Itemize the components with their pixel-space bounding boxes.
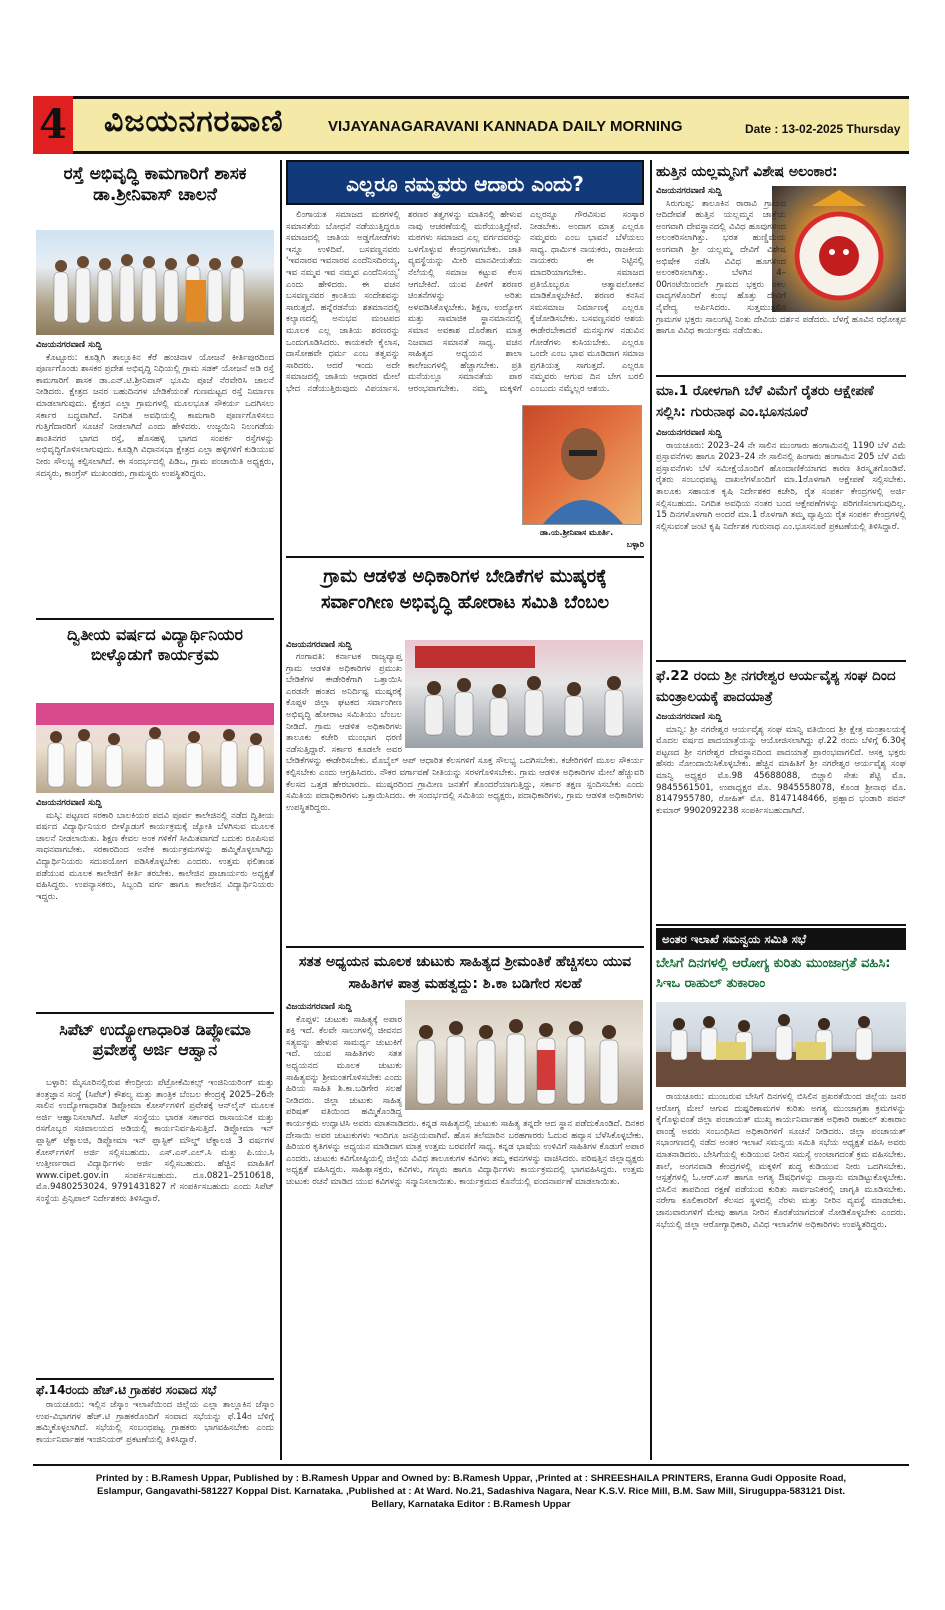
headline-chutuku: ಸತತ ಅಧ್ಯಯನ ಮೂಲಕ ಚುಟುಕು ಸಾಹಿತ್ಯದ ಶ್ರೀಮಂತಿಕೆ ಹೆಚ್ಚಿಸಲು ಯುವ ಸಾಹಿತಿಗಳ ಪಾತ್ರ ಮಹತ್ವದ್ದು: ಶಿ.ಕಾ ಬಡಿಗೇರ ಸಲಹೆ: [298, 954, 632, 992]
article-body: ಗಂಗಾವತಿ: ಕರ್ನಾಟಕ ರಾಜ್ಯವ್ಯಾಪ್ತ ಗ್ರಾಮ ಆಡಳಿತ ಅಧಿಕಾರಿಗಳ ಪ್ರಮುಖ ಬೇಡಿಕೆಗಳ ಈಡೇರಿಕೆಗಾಗಿ ಒತ್ತಾಯಿಸಿ ಎರಡನೇ ಹಂತದ ಅನಿರ್ದಿಷ್ಟ ಮುಷ್ಕರಕ್ಕೆ ಕೊಪ್ಪಳ ಜಿಲ್ಲಾ ಘಟಕದ ಸರ್ವಾಂಗೀಣ ಅಭಿವೃದ್ಧಿ ಹೋರಾಟ ಸಮಿತಿಯು ಬೆಂಬಲ ನೀಡಿದೆ. ಗ್ರಾಮ ಆಡಳಿತ ಅಧಿಕಾರಿಗಳು ತಾಲೂಕು ಕಚೇರಿ ಮುಂಭಾಗ ಧರಣಿ ನಡೆಸುತ್ತಿದ್ದಾರೆ. ಸರ್ಕಾರ ಕೂಡಲೇ ಅವರ ಬೇಡಿಕೆಗಳನ್ನು ಈಡೇರಿಸಬೇಕು. ಮೊಬೈಲ್ ಆಪ್ ಆಧಾರಿತ ಕೆಲಸಗಳಿಗೆ ಸೂಕ್ತ ಸೌಲಭ್ಯ ಒದಗಿಸಬೇಕು. ಕಚೇರಿಗಳಿಗೆ ಮೂಲ ಸೌಕರ್ಯ ಕಲ್ಪಿಸಬೇಕು ಎಂದು ಆಗ್ರಹಿಸಿದರು. ನೌಕರ ವರ್ಗಾವಣೆ ನೀತಿಯನ್ನು ಸರಳಗೊಳಿಸಬೇಕು. ಗ್ರಾಮ ಆಡಳಿತ ಅಧಿಕಾರಿಗಳ ಮೇಲೆ ಹೆಚ್ಚುವರಿ ಕೆಲಸದ ಒತ್ತಡ ಹೇರಬಾರದು. ಮುಷ್ಕರದಿಂದ ಗ್ರಾಮೀಣ ಜನತೆಗೆ ತೊಂದರೆಯಾಗುತ್ತಿದ್ದು, ಸರ್ಕಾರ ತಕ್ಷಣ ಸ್ಪಂದಿಸಬೇಕು ಎಂದು ಸಮಿತಿಯ ಪದಾಧಿಕಾರಿಗಳು ಒತ್ತಾಯಿಸಿದರು. ಈ ಸಂದರ್ಭದಲ್ಲಿ ಸಮಿತಿಯ ಅಧ್ಯಕ್ಷರು, ಪದಾಧಿಕಾರಿಗಳು, ಗ್ರಾಮ ಆಡಳಿತ ಅಧಿಕಾರಿಗಳು ಉಪಸ್ಥಿತರಿದ್ದರು.: [286, 652, 644, 813]
headline-road-work: ರಸ್ತೆ ಅಭಿವೃದ್ಧಿ ಕಾಮಗಾರಿಗೆ ಶಾಸಕ ಡಾ.ಶ್ರೀನಿವಾಸ್ ಚಾಲನೆ: [63, 164, 247, 206]
article-body: ಬಳ್ಳಾರಿ: ಮೈಸೂರಿನಲ್ಲಿರುವ ಕೇಂದ್ರೀಯ ಪೆಟ್ರೋಕೆಮಿಕಲ್ಸ್ ಇಂಜಿನಿಯರಿಂಗ್ ಮತ್ತು ತಂತ್ರಜ್ಞಾನ ಸಂಸ್ಥೆ (ಸಿಪೆಟ್) ಕೌಶಲ್ಯ ಮತ್ತು ತಾಂತ್ರಿಕ ಬೆಂಬಲ ಕೇಂದ್ರಕ್ಕೆ 2025–26ನೇ ಸಾಲಿನ ಉದ್ಯೋಗಾಧಾರಿತ ಡಿಪ್ಲೋಮಾ ಕೋರ್ಸ್‌ಗಳಿಗೆ ಪ್ರವೇಶಕ್ಕೆ ಆನ್‌ಲೈನ್ ಮೂಲಕ ಅರ್ಜಿ ಆಹ್ವಾನಿಸಲಾಗಿದೆ. ಸಿಪೆಟ್ ಸಂಸ್ಥೆಯು ಭಾರತ ಸರ್ಕಾರದ ರಾಸಾಯನಿಕ ಮತ್ತು ರಸಗೊಬ್ಬರ ಸಚಿವಾಲಯದ ಅಡಿಯಲ್ಲಿ ಕಾರ್ಯನಿರ್ವಹಿಸುತ್ತಿದೆ. ಡಿಪ್ಲೋಮಾ ಇನ್ ಪ್ಲಾಸ್ಟಿಕ್ ಟೆಕ್ನಾಲಜಿ, ಡಿಪ್ಲೋಮಾ ಇನ್ ಪ್ಲಾಸ್ಟಿಕ್ ಮೌಲ್ಡ್ ಟೆಕ್ನಾಲಜಿ 3 ವರ್ಷಗಳ ಕೋರ್ಸ್‌ಗಳಿಗೆ ಅರ್ಜಿ ಸಲ್ಲಿಸಬಹುದು. ಎಸ್.ಎಸ್.ಎಲ್.ಸಿ ಮತ್ತು ಪಿ.ಯು.ಸಿ ಉತ್ತೀರ್ಣರಾದ ವಿದ್ಯಾರ್ಥಿಗಳು ಅರ್ಜಿ ಸಲ್ಲಿಸಬಹುದು. ಹೆಚ್ಚಿನ ಮಾಹಿತಿಗೆ www.cipet.gov.in ಸಂಪರ್ಕಿಸಬಹುದು. ದೂ.0821–2510618, ಮೊ.9480253024, 9791431827 ಗೆ ಸಂಪರ್ಕಿಸಬಹುದು ಎಂದು ಸಿಪೆಟ್ ಸಂಸ್ಥೆಯ ಪ್ರಿನ್ಸಿಪಾಲ್ ನಿರ್ದೇಶಕರು ತಿಳಿಸಿದ್ದಾರೆ.: [36, 1078, 274, 1204]
headline-padayatra: ಫೆ.22 ರಂದು ಶ್ರೀ ನಗರೇಶ್ವರ ಆರ್ಯವೈಶ್ಯ ಸಂಘ ದಿಂದ ಮಂತ್ರಾಲಯಕ್ಕೆ ಪಾದಯಾತ್ರೆ: [656, 668, 896, 705]
divider: [36, 1378, 274, 1380]
article-body: ರಾಯಚೂರು: ಮುಂಬರುವ ಬೇಸಿಗೆ ದಿನಗಳಲ್ಲಿ ಬಿಸಿಲಿನ ಪ್ರಖರತೆಯಿಂದ ಜಿಲ್ಲೆಯ ಜನರ ಆರೋಗ್ಯ ಮೇಲೆ ಆಗುವ ದುಷ್ಪರಿಣಾಮಗಳ ಕುರಿತು ಅಗತ್ಯ ಮುಂಜಾಗ್ರತಾ ಕ್ರಮಗಳನ್ನು ಕೈಗೊಳ್ಳುವಂತೆ ಜಿಲ್ಲಾ ಪಂಚಾಯತ್ ಮುಖ್ಯ ಕಾರ್ಯನಿರ್ವಾಹಕ ಅಧಿಕಾರಿ ರಾಹುಲ್ ತುಕಾರಾಂ ಪಾಂಡ್ವೆ ಅವರು ಸಂಬಂಧಿಸಿದ ಅಧಿಕಾರಿಗಳಿಗೆ ಸೂಚನೆ ನೀಡಿದರು. ಜಿಲ್ಲಾ ಪಂಚಾಯತ್ ಸಭಾಂಗಣದಲ್ಲಿ ನಡೆದ ಅಂತರ ಇಲಾಖೆ ಸಮನ್ವಯ ಸಮಿತಿ ಸಭೆಯ ಅಧ್ಯಕ್ಷತೆ ವಹಿಸಿ ಅವರು ಮಾತನಾಡಿದರು. ಬೇಸಿಗೆಯಲ್ಲಿ ಕುಡಿಯುವ ನೀರಿನ ಸಮಸ್ಯೆ ಉಂಟಾಗದಂತೆ ಕ್ರಮ ವಹಿಸಬೇಕು. ಶಾಲೆ, ಅಂಗನವಾಡಿ ಕೇಂದ್ರಗಳಲ್ಲಿ ಮಕ್ಕಳಿಗೆ ಶುದ್ಧ ಕುಡಿಯುವ ನೀರು ಒದಗಿಸಬೇಕು. ಆಸ್ಪತ್ರೆಗಳಲ್ಲಿ ಓ.ಆರ್.ಎಸ್ ಹಾಗೂ ಅಗತ್ಯ ಔಷಧಿಗಳನ್ನು ದಾಸ್ತಾನು ಮಾಡಿಟ್ಟುಕೊಳ್ಳಬೇಕು. ಬಿಸಿಲಿನ ತಾಪದಿಂದ ರಕ್ಷಣೆ ಪಡೆಯುವ ಕುರಿತು ಸಾರ್ವಜನಿಕರಲ್ಲಿ ಜಾಗೃತಿ ಮೂಡಿಸಬೇಕು. ನರೇಗಾ ಕೂಲಿಕಾರರಿಗೆ ಕೆಲಸದ ಸ್ಥಳದಲ್ಲಿ ನೆರಳು ಮತ್ತು ನೀರಿನ ವ್ಯವಸ್ಥೆ ಮಾಡಬೇಕು. ಜಾನುವಾರುಗಳಿಗೆ ಮೇವು ಹಾಗೂ ನೀರಿನ ಕೊರತೆಯಾಗದಂತೆ ನೋಡಿಕೊಳ್ಳಬೇಕು ಎಂದರು. ಸಭೆಯಲ್ಲಿ ಜಿಲ್ಲಾ ಆರೋಗ್ಯಾಧಿಕಾರಿ, ವಿವಿಧ ಇಲಾಖೆಗಳ ಅಧಿಕಾರಿಗಳು ಉಪಸ್ಥಿತರಿದ್ದರು.: [656, 1092, 906, 1230]
article-body: ಮಸ್ಕಿ: ಪಟ್ಟಣದ ಸರಕಾರಿ ಬಾಲಕಿಯರ ಪದವಿ ಪೂರ್ವ ಕಾಲೇಜಿನಲ್ಲಿ ನಡೆದ ದ್ವಿತೀಯ ವರ್ಷದ ವಿದ್ಯಾರ್ಥಿನಿಯರ ಬೀಳ್ಕೊಡುಗೆ ಕಾರ್ಯಕ್ರಮಕ್ಕೆ ಜ್ಯೋತಿ ಬೆಳಗಿಸುವ ಮೂಲಕ ಚಾಲನೆ ನೀಡಲಾಯಿತು. ಶಿಕ್ಷಣ ಕೇವಲ ಅಂಕ ಗಳಿಕೆಗೆ ಸೀಮಿತವಾಗದೆ ಬದುಕು ರೂಪಿಸುವ ಸಾಧನವಾಗಬೇಕು. ಸರಕಾರದಿಂದ ಅನೇಕ ಕಾರ್ಯಕ್ರಮಗಳನ್ನು ಹಮ್ಮಿಕೊಳ್ಳಲಾಗಿದ್ದು ವಿದ್ಯಾರ್ಥಿನಿಯರು ಸದುಪಯೋಗ ಪಡಿಸಿಕೊಳ್ಳಬೇಕು ಎಂದರು. ಉತ್ತಮ ಫಲಿತಾಂಶ ಪಡೆಯುವ ಮೂಲಕ ಕಾಲೇಜಿಗೆ ಕೀರ್ತಿ ತರಬೇಕು. ಕಾಲೇಜಿನ ಪ್ರಾಚಾರ್ಯರು ಅಧ್ಯಕ್ಷತೆ ವಹಿಸಿದ್ದರು. ಉಪನ್ಯಾಸಕರು, ಸಿಬ್ಬಂದಿ ವರ್ಗ ಹಾಗೂ ಕಾಲೇಜಿನ ವಿದ್ಯಾರ್ಥಿನಿಯರು ಇದ್ದರು.: [36, 810, 274, 902]
author-caption: ಡಾ.ಯ.ಶ್ರೀನಿವಾಸ ಮೂರ್ತಿ.: [540, 528, 614, 537]
article-padayatra: [656, 712, 906, 922]
author-portrait-icon: [523, 406, 643, 524]
meeting-photo: [656, 1002, 906, 1087]
headline-yellamma: ಹುತ್ತಿನ ಯಲ್ಲಮ್ಮನಿಗೆ ವಿಶೇಷ ಅಲಂಕಾರ:: [656, 164, 838, 180]
article-road-work: [36, 340, 274, 612]
article-cipet: [36, 1078, 274, 1378]
farewell-photo: [36, 703, 274, 793]
subheadline-summer-health: ಬೇಸಿಗೆ ದಿನಗಳಲ್ಲಿ ಆರೋಗ್ಯ ಕುರಿತು ಮುಂಜಾಗ್ರತೆ ವಹಿಸಿ: ಸಿಇಒ ರಾಹುಲ್ ತುಕಾರಾಂ: [656, 956, 891, 991]
byline: ವಿಜಯನಗರವಾಣಿ ಸುದ್ದಿ: [656, 428, 722, 438]
divider: [656, 375, 906, 377]
byline: ವಿಜಯನಗರವಾಣಿ ಸುದ್ದಿ: [656, 712, 722, 722]
byline: ವಿಜಯನಗರವಾಣಿ ಸುದ್ದಿ: [656, 186, 722, 196]
headline-editorial: ಎಲ್ಲರೂ ನಮ್ಮವರು ಆದಾರು ಎಂದು?: [286, 160, 644, 205]
author-place: ಬಳ್ಳಾರಿ: [626, 540, 644, 549]
divider: [36, 618, 274, 620]
divider: [286, 556, 644, 558]
divider: [286, 946, 644, 948]
divider: [656, 924, 906, 926]
article-body: ಕೊಟ್ಟೂರು: ಕೂಡ್ಲಿಗಿ ತಾಲ್ಲೂಕಿನ ಕೆರೆ ಹಂಚಿನಾಳ ಯೋಜನೆ ಕೀರ್ತಿಪುರದಿಂದ ಪೂರ್ಣಗೊಂಡು ಶಾಸಕರ ಪ್ರದೇಶ ಅಭಿವೃದ್ಧಿ ನಿಧಿಯಲ್ಲಿ ಗ್ರಾಮ ಸಡಕ್ ಯೋಜನೆ ಅಡಿ ರಸ್ತೆ ಕಾಮಗಾರಿಗೆ ಶಾಸಕ ಡಾ.ಎನ್.ಟಿ.ಶ್ರೀನಿವಾಸ್ ಭೂಮಿ ಪೂಜೆ ನೆರವೇರಿಸಿ ಚಾಲನೆ ನೀಡಿದರು. ಕ್ಷೇತ್ರದ ಜನರ ಬಹುದಿನಗಳ ಬೇಡಿಕೆಯಂತೆ ಗುಣಮಟ್ಟದ ರಸ್ತೆ ನಿರ್ಮಾಣ ಮಾಡಲಾಗುವುದು. ಕ್ಷೇತ್ರದ ಎಲ್ಲಾ ಗ್ರಾಮಗಳಲ್ಲಿ ಮೂಲಭೂತ ಸೌಕರ್ಯ ಒದಗಿಸಲು ಸರ್ಕಾರ ಬದ್ಧವಾಗಿದೆ. ನಿಗದಿತ ಅವಧಿಯಲ್ಲಿ ಕಾಮಗಾರಿ ಪೂರ್ಣಗೊಳಿಸಲು ಗುತ್ತಿಗೆದಾರರಿಗೆ ಸೂಚನೆ ನೀಡಲಾಗಿದೆ ಎಂದು ಹೇಳಿದರು. ಉಜ್ಜಯಿನಿ ನಿಲುಗಡೆಯ ಶಾಂತಿನಗರ ಭಾಗದ ರಸ್ತೆ, ಹೊಸಹಳ್ಳಿ ಭಾಗದ ಸಂಪರ್ಕ ರಸ್ತೆಗಳನ್ನು ಅಭಿವೃದ್ಧಿಗೊಳಿಸಲಾಗುವುದು. ಕೂಡ್ಲಿಗಿ ವಿಧಾನಸಭಾ ಕ್ಷೇತ್ರದ ಎಲ್ಲಾ ಹಳ್ಳಿಗಳಿಗೆ ಕುಡಿಯುವ ನೀರು ಸೌಲಭ್ಯ ಕಲ್ಪಿಸಲಾಗಿದೆ. ಈ ಸಂದರ್ಭದಲ್ಲಿ ಪಿಡಿಒ, ಗ್ರಾಮ ಪಂಚಾಯಿತಿ ಅಧ್ಯಕ್ಷರು, ಸದಸ್ಯರು, ಕಾಂಗ್ರೆಸ್ ಮುಖಂಡರು, ಗ್ರಾಮಸ್ಥರು ಉಪಸ್ಥಿತರಿದ್ದರು.: [36, 352, 274, 479]
byline: ವಿಜಯನಗರವಾಣಿ ಸುದ್ದಿ: [286, 640, 352, 650]
byline: ವಿಜಯನಗರವಾಣಿ ಸುದ್ದಿ: [36, 340, 102, 350]
headline-ht-meeting: ಫೆ.14ರಂದು ಹೆಚ್.ಟಿ ಗ್ರಾಹಕರ ಸಂವಾದ ಸಭೆ: [36, 1383, 217, 1397]
article-ht-meeting: [36, 1400, 274, 1458]
page-number: 4: [33, 96, 73, 154]
headline-crop-insurance: ಮಾ.1 ರೋಳಗಾಗಿ ಬೆಳೆ ವಿಮೆಗೆ ರೈತರು ಆಕ್ಷೇಪಣೆ ಸಲ್ಲಿಸಿ: ಗುರುನಾಥ ಎಂ.ಭೂಸನೂರೆ: [656, 383, 874, 420]
article-farewell: [36, 798, 274, 1008]
divider: [656, 660, 906, 662]
headline-village-officers: ಗ್ರಾಮ ಆಡಳಿತ ಅಧಿಕಾರಿಗಳ ಬೇಡಿಕೆಗಳ ಮುಷ್ಕರಕ್ಕೆ ಸರ್ವಾಂಗೀಣ ಅಭಿವೃದ್ಧಿ ಹೋರಾಟ ಸಮಿತಿ ಬೆಂಬಲ: [320, 566, 610, 614]
author-photo: [522, 405, 642, 525]
divider: [36, 1012, 274, 1014]
byline: ವಿಜಯನಗರವಾಣಿ ಸುದ್ದಿ: [286, 1002, 352, 1012]
group-photo-icon: [36, 230, 274, 335]
article-coordination-meeting: [656, 1092, 906, 1458]
road-work-photo: [36, 230, 274, 335]
masthead-subtitle: VIJAYANAGARAVANI KANNADA DAILY MORNING: [328, 118, 683, 135]
article-chutuku: [286, 1002, 644, 1458]
masthead-title: ವಿಜಯನಗರವಾಣಿ: [104, 104, 284, 139]
article-yellamma: [656, 186, 906, 371]
imprint-footer: [33, 1472, 909, 1511]
imprint-line-3: Bellary, Karnataka Editor : B.Ramesh Uppar: [371, 1499, 571, 1510]
imprint-line-1: Printed by : B.Ramesh Uppar, Published by : B.Ramesh Uppar and Owned by: B.Ramesh Uppar, ,Printed at : SHREESHAILA PRINTERS, Eranna Gudi Opposite Road,: [95, 1473, 847, 1484]
headline-coordination-meeting: ಅಂತರ ಇಲಾಖೆ ಸಮನ್ವಯ ಸಮಿತಿ ಸಭೆ: [656, 928, 906, 950]
article-body: ರಾಯಚೂರು: 2023–24 ನೇ ಸಾಲಿನ ಮುಂಗಾರು ಹಂಗಾಮಿನಲ್ಲಿ 1190 ಬೆಳೆ ವಿಮೆ ಪ್ರಸ್ತಾವನೆಗಳು ಹಾಗೂ 2023–24 ನೇ ಸಾಲಿನಲ್ಲಿ ಹಿಂಗಾರು ಹಂಗಾಮಿನ 205 ಬೆಳೆ ವಿಮೆ ಪ್ರಸ್ತಾವನೆಗಳು ಬೆಳೆ ಸಮೀಕ್ಷೆಯೊಂದಿಗೆ ಹೊಂದಾಣಿಕೆಯಾಗದ ಕಾರಣ ತಿರಸ್ಕೃತಗೊಂಡಿವೆ. ರೈತರು ಸಂಬಂಧಪಟ್ಟ ದಾಖಲೆಗಳೊಂದಿಗೆ ಮಾ.1ರೊಳಗಾಗಿ ಆಕ್ಷೇಪಣೆ ಸಲ್ಲಿಸಬೇಕು. ತಾಲೂಕು ಸಹಾಯಕ ಕೃಷಿ ನಿರ್ದೇಶಕರ ಕಚೇರಿ, ರೈತ ಸಂಪರ್ಕ ಕೇಂದ್ರಗಳಲ್ಲಿ ಅರ್ಜಿ ಸಲ್ಲಿಸಬಹುದು. ನಿಗದಿತ ಅವಧಿಯ ನಂತರ ಬಂದ ಆಕ್ಷೇಪಣೆಗಳನ್ನು ಪರಿಗಣಿಸಲಾಗುವುದಿಲ್ಲ. 15 ದಿನಗಳೊಳಗಾಗಿ ಅಂದರೆ ಮಾ.1 ರೊಳಗಾಗಿ ತಮ್ಮ ವ್ಯಾಪ್ತಿಯ ರೈತ ಸಂಪರ್ಕ ಕೇಂದ್ರಗಳಲ್ಲಿ ಸಲ್ಲಿಸುವಂತೆ ಜಂಟಿ ಕೃಷಿ ನಿರ್ದೇಶಕ ಗುರುನಾಥ ಎಂ.ಭೂಸನೂರೆ ಪ್ರಕಟಣೆಯಲ್ಲಿ ತಿಳಿಸಿದ್ದಾರೆ.: [656, 440, 906, 532]
article-village-officers: [286, 652, 644, 944]
column-divider: [280, 160, 282, 1460]
article-body: ಕೊಪ್ಪಳ: ಚುಟುಕು ಸಾಹಿತ್ಯಕ್ಕೆ ಅಪಾರ ಶಕ್ತಿ ಇದೆ. ಕೆಲವೇ ಸಾಲುಗಳಲ್ಲಿ ಜೀವನದ ಸತ್ಯವನ್ನು ಹೇಳುವ ಸಾಮರ್ಥ್ಯ ಚುಟುಕಿಗೆ ಇದೆ. ಯುವ ಸಾಹಿತಿಗಳು ಸತತ ಅಧ್ಯಯನದ ಮೂಲಕ ಚುಟುಕು ಸಾಹಿತ್ಯವನ್ನು ಶ್ರೀಮಂತಗೊಳಿಸಬೇಕು ಎಂದು ಹಿರಿಯ ಸಾಹಿತಿ ಶಿ.ಕಾ.ಬಡಿಗೇರ ಸಲಹೆ ನೀಡಿದರು. ಜಿಲ್ಲಾ ಚುಟುಕು ಸಾಹಿತ್ಯ ಪರಿಷತ್ ವತಿಯಿಂದ ಹಮ್ಮಿಕೊಂಡಿದ್ದ ಕಾರ್ಯಕ್ರಮ ಉದ್ಘಾಟಿಸಿ ಅವರು ಮಾತನಾಡಿದರು. ಕನ್ನಡ ಸಾಹಿತ್ಯದಲ್ಲಿ ಚುಟುಕು ಸಾಹಿತ್ಯ ತನ್ನದೇ ಆದ ಸ್ಥಾನ ಪಡೆದುಕೊಂಡಿದೆ. ದಿನಕರ ದೇಸಾಯಿ ಅವರ ಚುಟುಕುಗಳು ಇಂದಿಗೂ ಜನಪ್ರಿಯವಾಗಿವೆ. ಹೊಸ ತಲೆಮಾರಿನ ಬರಹಗಾರರು ಓದುವ ಹವ್ಯಾಸ ಬೆಳೆಸಿಕೊಳ್ಳಬೇಕು. ಹಿರಿಯರ ಕೃತಿಗಳನ್ನು ಅಧ್ಯಯನ ಮಾಡಿದಾಗ ಮಾತ್ರ ಉತ್ತಮ ಬರವಣಿಗೆ ಸಾಧ್ಯ. ಕನ್ನಡ ಭಾಷೆಯ ಉಳಿವಿಗೆ ಸಾಹಿತಿಗಳ ಕೊಡುಗೆ ಅಪಾರ ಎಂದರು. ಚುಟುಕು ಕವಿಗೋಷ್ಠಿಯಲ್ಲಿ ಜಿಲ್ಲೆಯ ವಿವಿಧ ತಾಲೂಕುಗಳ ಕವಿಗಳು ತಮ್ಮ ಕವನಗಳನ್ನು ವಾಚಿಸಿದರು. ಪರಿಷತ್ತಿನ ಜಿಲ್ಲಾಧ್ಯಕ್ಷರು ಅಧ್ಯಕ್ಷತೆ ವಹಿಸಿದ್ದರು. ಸಾಹಿತ್ಯಾಸಕ್ತರು, ಕವಿಗಳು, ಗಣ್ಯರು ಹಾಗೂ ವಿದ್ಯಾರ್ಥಿಗಳು ಕಾರ್ಯಕ್ರಮದಲ್ಲಿ ಭಾಗವಹಿಸಿದ್ದರು. ಉತ್ತಮ ಚುಟುಕು ರಚನೆ ಮಾಡಿದ ಯುವ ಕವಿಗಳನ್ನು ಸನ್ಮಾನಿಸಲಾಯಿತು. ಕಾರ್ಯಕ್ರಮದ ಕೊನೆಯಲ್ಲಿ ವಂದನಾರ್ಪಣೆ ಮಾಡಲಾಯಿತು.: [286, 1014, 644, 1187]
footer-rule: [33, 1464, 909, 1466]
article-body: ಲಿಂಗಾಯತ ಸಮಾಜದ ಮಠಗಳಲ್ಲಿ ಸಮಾನತೆಯ ಬೋಧನೆ ನಡೆಯುತ್ತಿದ್ದರೂ ಸಮಾಜದಲ್ಲಿ ಜಾತಿಯ ಅಡ್ಡಗೋಡೆಗಳು ಇನ್ನೂ ಉಳಿದಿವೆ. ಬಸವಣ್ಣನವರು 'ಇವನಾರವ ಇವನಾರವ ಎಂದೆನಿಸದಿರಯ್ಯ, ಇವ ನಮ್ಮವ ಇವ ನಮ್ಮವ ಎಂದೆನಿಸಯ್ಯ' ಎಂದು ಹೇಳಿದರು. ಈ ವಚನ ಬಸವಣ್ಣನವರ ಕ್ರಾಂತಿಯ ಸಂದೇಶವನ್ನು ಸಾರುತ್ತದೆ. ಹನ್ನೆರಡನೆಯ ಶತಮಾನದಲ್ಲಿ ಕಲ್ಯಾಣದಲ್ಲಿ ಅನುಭವ ಮಂಟಪದ ಮೂಲಕ ಎಲ್ಲ ಜಾತಿಯ ಶರಣರನ್ನು ಒಂದುಗೂಡಿಸಿದರು. ಕಾಯಕವೇ ಕೈಲಾಸ, ದಾಸೋಹವೇ ಧರ್ಮ ಎಂಬ ತತ್ವವನ್ನು ಸಾರಿದರು. ಆದರೆ ಇಂದು ಅದೇ ಸಮಾಜದಲ್ಲಿ ಜಾತಿಯ ಆಧಾರದ ಮೇಲೆ ಭೇದ ನಡೆಯುತ್ತಿರುವುದು ವಿಪರ್ಯಾಸ. ಶರಣರ ತತ್ವಗಳನ್ನು ಮಾತಿನಲ್ಲಿ ಹೇಳುವ ನಾವು ಆಚರಣೆಯಲ್ಲಿ ಮರೆಯುತ್ತಿದ್ದೇವೆ. ಮಠಗಳು ಸಮಾಜದ ಎಲ್ಲ ವರ್ಗದವರನ್ನು ಒಳಗೊಳ್ಳುವ ಕೇಂದ್ರಗಳಾಗಬೇಕು. ಜಾತಿ ವ್ಯವಸ್ಥೆಯನ್ನು ಮೀರಿ ಮಾನವೀಯತೆಯ ನೆಲೆಯಲ್ಲಿ ಸಮಾಜ ಕಟ್ಟುವ ಕೆಲಸ ಆಗಬೇಕಿದೆ. ಯುವ ಪೀಳಿಗೆ ಶರಣರ ಚಿಂತನೆಗಳನ್ನು ಅರಿತು ಅಳವಡಿಸಿಕೊಳ್ಳಬೇಕು. ಶಿಕ್ಷಣ, ಉದ್ಯೋಗ ಮತ್ತು ಸಾಮಾಜಿಕ ಸ್ಥಾನಮಾನದಲ್ಲಿ ಸಮಾನ ಅವಕಾಶ ದೊರೆತಾಗ ಮಾತ್ರ ನಿಜವಾದ ಸಮಾನತೆ ಸಾಧ್ಯ. ವಚನ ಸಾಹಿತ್ಯದ ಅಧ್ಯಯನ ಶಾಲಾ ಕಾಲೇಜುಗಳಲ್ಲಿ ಹೆಚ್ಚಾಗಬೇಕು. ಪ್ರತಿ ಮನೆಯಲ್ಲೂ ಸಮಾನತೆಯ ಪಾಠ ಆರಂಭವಾಗಬೇಕು. ನಮ್ಮ ಮಕ್ಕಳಿಗೆ ಎಲ್ಲರನ್ನೂ ಗೌರವಿಸುವ ಸಂಸ್ಕಾರ ನೀಡಬೇಕು. ಅಂದಾಗ ಮಾತ್ರ ಎಲ್ಲರೂ ನಮ್ಮವರು ಎಂಬ ಭಾವನೆ ಬೆಳೆಯಲು ಸಾಧ್ಯ. ಧಾರ್ಮಿಕ ನಾಯಕರು, ರಾಜಕೀಯ ನಾಯಕರು ಈ ನಿಟ್ಟಿನಲ್ಲಿ ಮಾದರಿಯಾಗಬೇಕು. ಸಮಾಜದ ಪ್ರತಿಯೊಬ್ಬರೂ ಆತ್ಮಾವಲೋಕನ ಮಾಡಿಕೊಳ್ಳಬೇಕಿದೆ. ಶರಣರ ಕನಸಿನ ಸಮಸಮಾಜ ನಿರ್ಮಾಣಕ್ಕೆ ಎಲ್ಲರೂ ಕೈಜೋಡಿಸಬೇಕು. ಬಸವಣ್ಣನವರ ಆಶಯ ಈಡೇರಬೇಕಾದರೆ ಮನಸ್ಸುಗಳ ನಡುವಿನ ಗೋಡೆಗಳು ಕುಸಿಯಬೇಕು. ಎಲ್ಲರೂ ಒಂದೇ ಎಂಬ ಭಾವ ಮೂಡಿದಾಗ ಸಮಾಜ ಪ್ರಗತಿಯತ್ತ ಸಾಗುತ್ತದೆ. ಎಲ್ಲರೂ ನಮ್ಮವರು ಆಗುವ ದಿನ ಬೇಗ ಬರಲಿ ಎಂಬುದು ನಮ್ಮೆಲ್ಲರ ಆಶಯ.: [286, 210, 644, 394]
headline-cipet: ಸಿಪೆಟ್ ಉದ್ಯೋಗಾಧಾರಿತ ಡಿಪ್ಲೋಮಾ ಪ್ರವೇಶಕ್ಕೆ ಅರ್ಜಿ ಆಹ್ವಾನ: [59, 1020, 251, 1059]
article-body: ಸಿರುಗುಪ್ಪ: ತಾಲೂಕಿನ ರಾರಾವಿ ಗ್ರಾಮದ ಆದಿದೇವತೆ ಹುತ್ತಿನ ಯಲ್ಲಮ್ಮನ ಜಾತ್ರೆಯ ಅಂಗವಾಗಿ ದೇವಸ್ಥಾನದಲ್ಲಿ ವಿವಿಧ ಹೂವುಗಳಿಂದ ಅಲಂಕರಿಸಲಾಗಿತ್ತು. ಭರತ ಹುಣ್ಣಿಮೆಯ ಅಂಗವಾಗಿ ಶ್ರೀ ಯಲ್ಲಮ್ಮ ದೇವಿಗೆ ವಿಶೇಷ ಅಭಿಷೇಕ ನಡೆಸಿ ವಿವಿಧ ಹೂಗಳಿಂದ ಅಲಂಕರಿಸಲಾಗಿತ್ತು. ಬೆಳಗಿನ 4–00ಗಂಟೆಯಿಂದಲೇ ಗ್ರಾಮದ ಭಕ್ತರು ಸಕಲ ವಾದ್ಯಗಳೊಂದಿಗೆ ಕುಂಭ ಹೊತ್ತು ದೇವಿಗೆ ನೈವೇದ್ಯ ಅರ್ಪಿಸಿದರು. ಸುತ್ತಮುತ್ತಲಿನ ಗ್ರಾಮಗಳ ಭಕ್ತರು ಸಾಲುಗಟ್ಟಿ ನಿಂತು ದೇವಿಯ ದರ್ಶನ ಪಡೆದರು. ಬೆಳಗ್ಗೆ ಹೂವಿನ ರಥೋತ್ಸವ ಹಾಗೂ ವಿವಿಧ ಕಾರ್ಯಕ್ರಮ ನಡೆಯಿತು.: [656, 198, 906, 337]
issue-date: Date : 13-02-2025 Thursday: [745, 122, 901, 136]
headline-farewell: ದ್ವಿತೀಯ ವರ್ಷದ ವಿದ್ಯಾರ್ಥಿನಿಯರ ಬೀಳ್ಕೊಡುಗೆ ಕಾರ್ಯಕ್ರಮ: [67, 625, 243, 664]
column-divider: [650, 160, 652, 1460]
group-photo-icon: [36, 703, 274, 793]
byline: ವಿಜಯನಗರವಾಣಿ ಸುದ್ದಿ: [36, 798, 102, 808]
article-crop-insurance: [656, 428, 906, 656]
article-body: ರಾಯಚೂರು: ಇಲ್ಲಿನ ಜೆಸ್ಕಾಂ ಇಲಾಖೆಯಿಂದ ಜಿಲ್ಲೆಯ ಎಲ್ಲಾ ತಾಲ್ಲೂಕಿನ ಜೆಸ್ಕಾಂ ಉಪ-ವಿಭಾಗಗಳ ಹೆಚ್.ಟಿ ಗ್ರಾಹಕರೊಂದಿಗೆ ಸಂವಾದ ಸಭೆಯನ್ನು ಫೆ.14ರ ಬೆಳಿಗ್ಗೆ ಹಮ್ಮಿಕೊಳ್ಳಲಾಗಿದೆ. ಸಭೆಯಲ್ಲಿ ಸಂಬಂಧಪಟ್ಟ ಗ್ರಾಹಕರು ಭಾಗವಹಿಸಬೇಕು ಎಂದು ಕಾರ್ಯನಿರ್ವಾಹಕ ಇಂಜಿನಿಯರ್ ಪ್ರಕಟಣೆಯಲ್ಲಿ ತಿಳಿಸಿದ್ದಾರೆ.: [36, 1400, 274, 1445]
article-body: ಮಾನ್ವಿ: ಶ್ರೀ ನಗರೇಶ್ವರ ಆರ್ಯವೈಶ್ಯ ಸಂಘ ಮಾನ್ವಿ ವತಿಯಿಂದ ಶ್ರೀ ಕ್ಷೇತ್ರ ಮಂತ್ರಾಲಯಕ್ಕೆ ಮೊದಲ ವರ್ಷದ ಪಾದಯಾತ್ರೆಯನ್ನು ಆಯೋಜಿಸಲಾಗಿದ್ದು ಫೆ.22 ರಂದು ಬೆಳಿಗ್ಗೆ 6.30ಕ್ಕೆ ಪಟ್ಟಣದ ಶ್ರೀ ನಗರೇಶ್ವರ ದೇವಸ್ಥಾನದಿಂದ ಪಾದಯಾತ್ರೆ ಪ್ರಾರಂಭವಾಗಲಿದೆ. ಆಸಕ್ತ ಭಕ್ತರು ಹೆಸರು ನೋಂದಾಯಿಸಿಕೊಳ್ಳಬೇಕು. ಹೆಚ್ಚಿನ ಮಾಹಿತಿಗೆ ಶ್ರೀ ನಗರೇಶ್ವರ ಆರ್ಯವೈಶ್ಯ ಸಂಘ ಮಾನ್ವಿ ಅಧ್ಯಕ್ಷರ ಮೊ.98 45688088, ಬಿಚ್ಚಾಲಿ ಸೇತು ಶೆಟ್ಟಿ ಮೊ. 9845561501, ಉಪಾಧ್ಯಕ್ಷರ ಮೊ. 9845558078, ಕೊಂಡ ಶ್ರೀನಾಥ ಮೊ. 8147955780, ರೋಹಿತ್ ಮೊ. 8147148466, ಪ್ರಹ್ಲಾದ ಭಂಡಾರಿ ಪವನ್ ಕುಮಾರ್ 9902092238 ಸಂಪರ್ಕಿಸಬಹುದಾಗಿದೆ.: [656, 724, 906, 816]
imprint-line-2: Eslampur, Gangavathi-581227 Koppal Dist. Karnataka. ,Published at : At Ward. No.21, Sadashiva Nagara, Near K.S.V. Rice Mill, B.M. Saw Mill, Siruguppa-583121 Dist.: [96, 1486, 845, 1497]
group-photo-icon: [656, 1002, 906, 1087]
